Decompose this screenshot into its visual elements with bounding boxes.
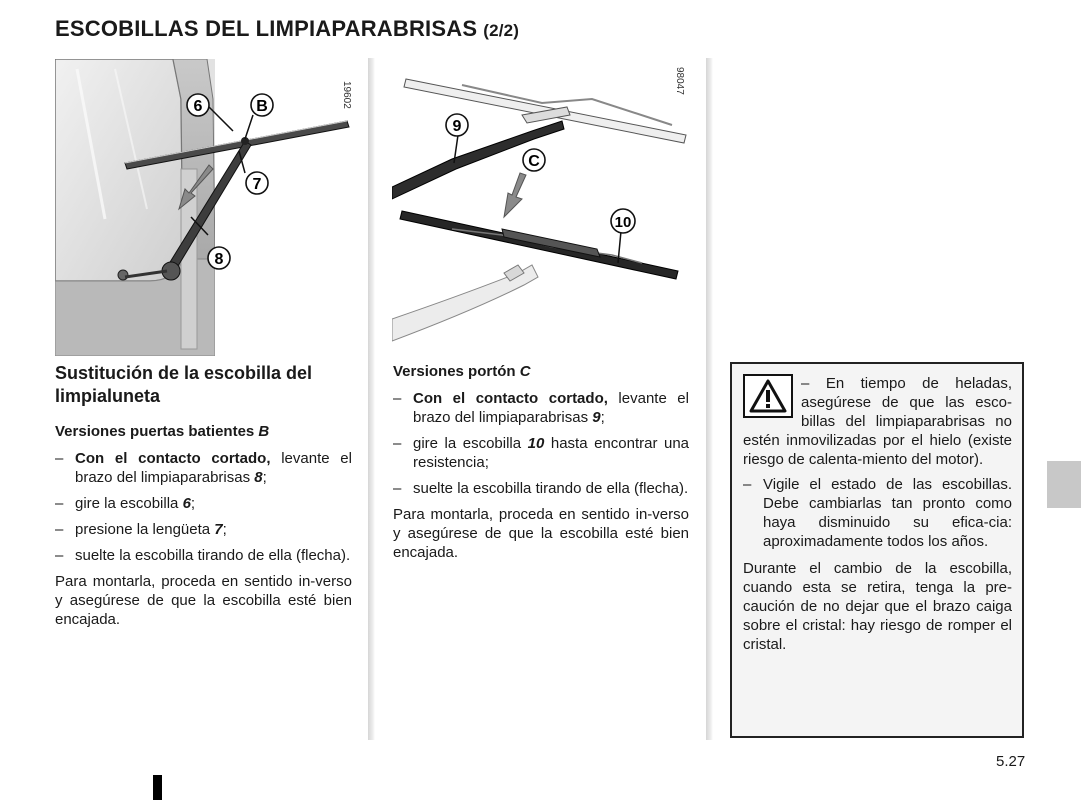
column-divider-right — [706, 58, 713, 740]
callout-C — [523, 149, 545, 171]
warning-note: Durante el cambio de la escobilla, cuando esta se retira, tenga la pre-caución de no dejar que el brazo caiga sobre el cristal: hay riesgo de romper el cristal. — [743, 560, 1012, 653]
removal-arrow — [504, 173, 526, 217]
svg-text:10: 10 — [614, 214, 632, 231]
version-heading-c: Versiones portón C — [393, 363, 531, 380]
list-item: – suelte la escobilla tirando de ella (flecha). — [55, 547, 351, 564]
figure-code-left: 19602 — [341, 81, 352, 109]
closing-paragraph: Para montarla, proceda en sentido in-verso y asegúrese de que la escobilla esté bien encajada. — [393, 506, 689, 561]
warning-triangle-icon — [743, 374, 793, 418]
rear-window-glass — [55, 59, 183, 281]
figure-tailgate-wiper — [392, 59, 690, 349]
middle-column-text — [393, 362, 689, 570]
page-title — [55, 16, 519, 42]
figure-code-middle: 98047 — [674, 67, 685, 95]
left-column-text — [55, 362, 352, 637]
list-item: – Con el contacto cortado, levante el brazo del limpiaparabrisas 8; — [55, 450, 352, 486]
callout-8 — [208, 247, 230, 269]
wiper-blade-10 — [400, 211, 678, 279]
figure-rear-door-wiper — [55, 59, 353, 356]
crop-mark — [153, 775, 162, 800]
list-item: – suelte la escobilla tirando de ella (flecha). — [393, 480, 689, 497]
svg-text:6: 6 — [193, 98, 203, 115]
page-title-text: ESCOBILLAS DEL LIMPIAPARABRISAS — [55, 16, 478, 41]
warning-box — [730, 362, 1024, 738]
page-title-suffix: (2/2) — [483, 21, 520, 40]
warning-item-inspect: – Vigile el estado de las escobillas. Debe cambiarlas tan pronto como haya disminuido su efica-cia: aproximadamente todos los años. — [743, 476, 1012, 550]
list-item: – gire la escobilla 6; — [55, 495, 196, 512]
column-divider-left — [368, 58, 375, 740]
closing-paragraph: Para montarla, proceda en sentido in-verso y asegúrese de que la escobilla esté bien encajada. — [55, 573, 352, 628]
svg-text:9: 9 — [452, 118, 462, 135]
callout-B — [251, 94, 273, 116]
list-item: – presione la lengüeta 7; — [55, 521, 227, 538]
svg-text:8: 8 — [214, 251, 224, 268]
svg-text:C: C — [528, 153, 540, 170]
callout-10 — [611, 209, 635, 233]
callout-7 — [246, 172, 268, 194]
chapter-tab — [1047, 461, 1081, 508]
svg-text:7: 7 — [252, 176, 262, 193]
callout-9 — [446, 114, 468, 136]
list-item: – Con el contacto cortado, levante el brazo del limpiaparabrisas 9; — [393, 390, 689, 426]
warning-item-frost: – En tiempo de heladas, asegúrese de que las esco-billas del limpiaparabrisas no estén inmovilizadas por el hielo (existe riesgo de calenta-miento del motor). — [743, 375, 1012, 468]
list-item: – gire la escobilla 10 hasta encontrar una resistencia; — [393, 435, 689, 471]
version-heading-b: Versiones puertas batientes B — [55, 423, 270, 440]
section-heading: Sustitución de la escobilla del limpialuneta — [55, 363, 313, 406]
page-number: 5.27 — [996, 753, 1026, 770]
callout-6 — [187, 94, 209, 116]
svg-text:B: B — [256, 98, 268, 115]
